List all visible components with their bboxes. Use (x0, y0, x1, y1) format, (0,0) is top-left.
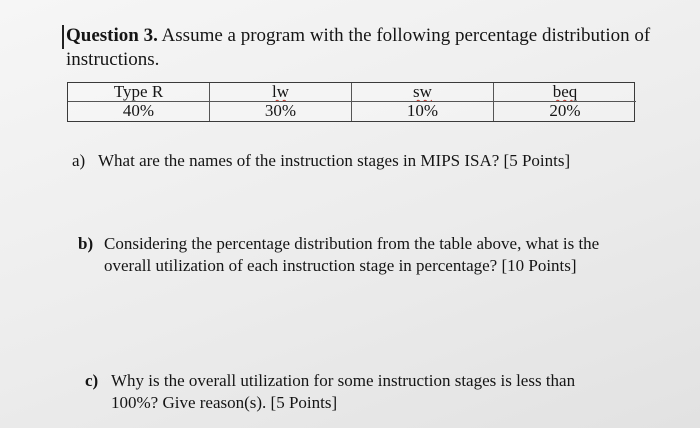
question-intro-line1: Assume a program with the following percentage distribution of (157, 25, 651, 46)
part-b-marker: b) (78, 234, 94, 253)
table-header-sw: sw (352, 83, 494, 102)
table-value-lw: 30% (210, 102, 352, 121)
distribution-table (67, 82, 635, 122)
question-number: Question 3. (66, 25, 158, 46)
table-header-lw: lw (210, 83, 352, 102)
part-b-text-line2: overall utilization of each instruction stage in percentage? [10 Points] (104, 256, 577, 275)
part-c-marker: c) (85, 371, 99, 390)
part-a-marker: a) (72, 151, 86, 170)
part-a (72, 150, 672, 172)
part-c (85, 370, 645, 414)
question-heading (66, 24, 676, 72)
part-a-text: What are the names of the instruction stages in MIPS ISA? [5 Points] (98, 151, 571, 170)
table-header-type-r: Type R (68, 83, 210, 102)
part-b-text-line1: Considering the percentage distribution from the table above, what is the (104, 234, 600, 253)
part-c-text-line1: Why is the overall utilization for some instruction stages is less than (111, 371, 576, 390)
table-header-beq: beq (494, 83, 636, 102)
table-value-type-r: 40% (68, 102, 210, 121)
table-value-sw: 10% (352, 102, 494, 121)
text-cursor (62, 25, 64, 49)
table-value-beq: 20% (549, 102, 581, 120)
part-c-text-line2: 100%? Give reason(s). [5 Points] (111, 393, 338, 412)
part-b (78, 233, 668, 277)
question-intro-line2: instructions. (66, 49, 160, 70)
